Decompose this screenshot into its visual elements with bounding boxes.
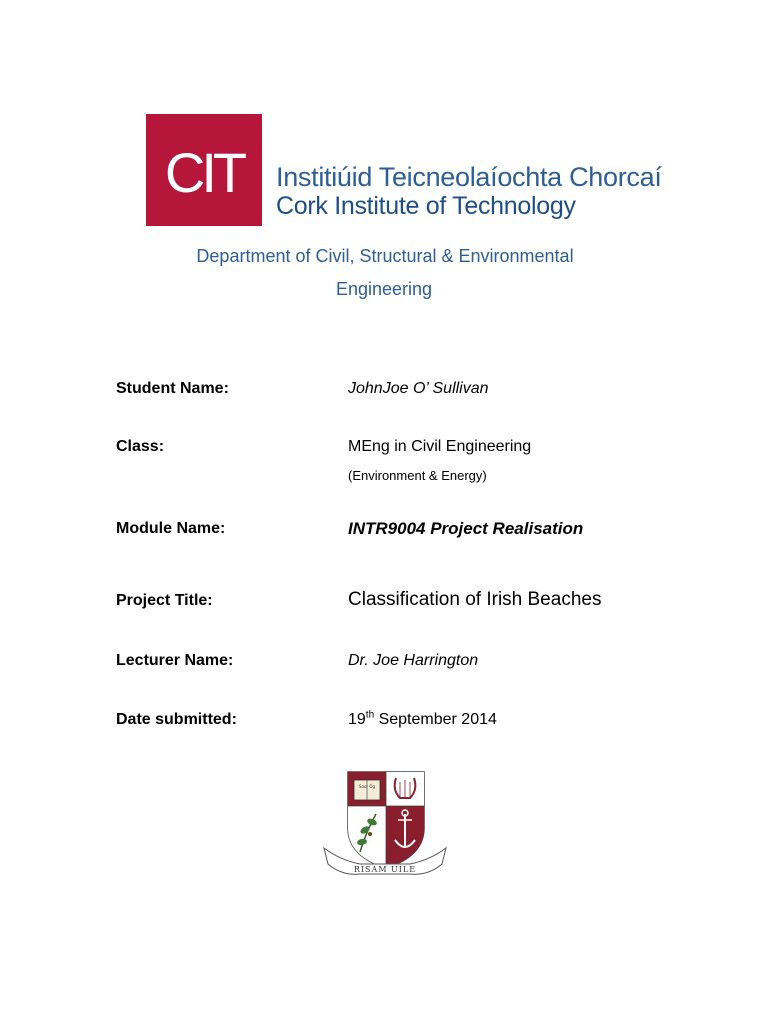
cit-logo-mark <box>146 114 262 226</box>
date-rest: September 2014 <box>374 711 497 728</box>
class-value: MEng in Civil Engineering <box>348 438 532 455</box>
date-day: 19 <box>348 711 366 728</box>
project-title-label: Project Title: <box>116 592 213 609</box>
department-line-1: Department of Civil, Structural & Environmental <box>196 246 574 266</box>
module-name-value: INTR9004 Project Realisation <box>348 519 584 538</box>
department-heading <box>0 240 768 306</box>
institute-english-name: Cork Institute of Technology <box>276 192 576 220</box>
lecturer-name-label: Lecturer Name: <box>116 652 234 669</box>
class-label: Class: <box>116 438 165 455</box>
lecturer-name-value: Dr. Joe Harrington <box>348 652 479 669</box>
crest-motto: RISAM UILE <box>353 865 417 874</box>
student-name-label: Student Name: <box>116 380 229 397</box>
cit-logo-abbrev: CIT <box>164 140 244 204</box>
institute-irish-name: Institiúid Teicneolaíochta Chorcaí <box>276 162 662 192</box>
class-subvalue: (Environment & Energy) <box>348 468 487 483</box>
date-submitted-value <box>348 711 497 729</box>
module-name-label: Module Name: <box>116 520 226 537</box>
project-title-value: Classification of Irish Beaches <box>348 589 602 610</box>
crest-book-text: Saor Óg <box>358 784 376 789</box>
department-line-2: Engineering <box>335 279 433 299</box>
crest-icon <box>320 768 450 880</box>
date-submitted-label: Date submitted: <box>116 711 237 728</box>
student-name-value: JohnJoe O’ Sullivan <box>348 380 489 397</box>
date-suffix: th <box>365 709 375 721</box>
